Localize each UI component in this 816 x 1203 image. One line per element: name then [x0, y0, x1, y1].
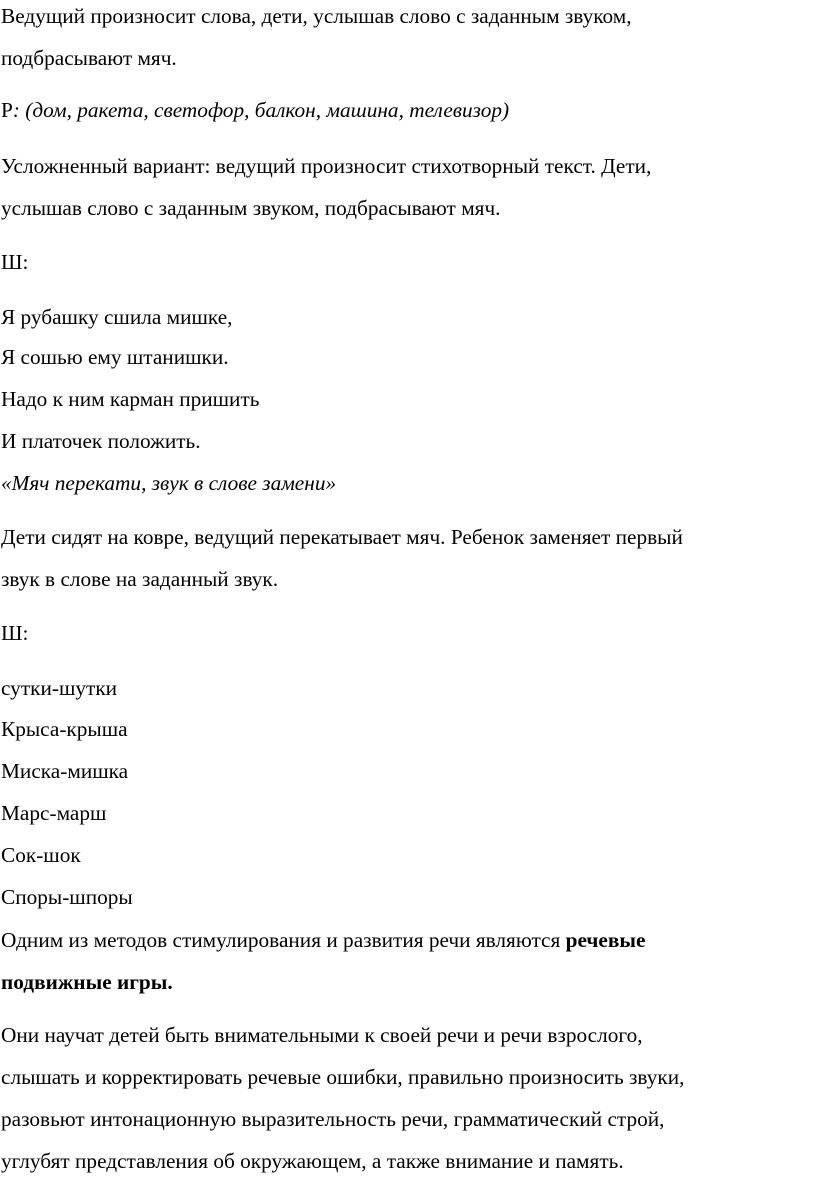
poem-line: И платочек положить.	[1, 429, 201, 453]
word-pair: Миска-мишка	[1, 759, 129, 783]
word-pair: Марс-марш	[1, 801, 107, 825]
sound-r-label: Р	[1, 98, 13, 122]
paragraph-methods-line-1	[1, 930, 645, 951]
methods-emphasis: речевые	[565, 928, 646, 952]
poem-line: Надо к ним карман пришить	[1, 387, 260, 411]
paragraph-intro-line-1: Ведущий произносит слова, дети, услышав слово с заданным звуком,	[1, 4, 632, 28]
word-pair: Споры-шпоры	[1, 885, 133, 909]
game-title: «Мяч перекати, звук в слове замени»	[1, 471, 337, 495]
methods-text: Одним из методов стимулирования и развития речи являются	[1, 928, 566, 952]
paragraph-methods-line-2: подвижные игры.	[1, 970, 173, 994]
paragraph-variant-line-1: Усложненный вариант: ведущий произносит стихотворный текст. Дети,	[1, 154, 652, 178]
poem-line: Я рубашку сшила мишке,	[1, 305, 233, 329]
word-pair: Крыса-крыша	[1, 717, 128, 741]
paragraph-benefits-line-4: углубят представления об окружающем, а также внимание и память.	[1, 1149, 624, 1173]
sound-r-words	[1, 100, 509, 121]
word-pair: Сок-шок	[1, 843, 81, 867]
paragraph-benefits-line-2: слышать и корректировать речевые ошибки, правильно произносить звуки,	[1, 1065, 685, 1089]
sound-sh-label: Ш:	[1, 621, 29, 645]
paragraph-game-line-1: Дети сидят на ковре, ведущий перекатывает мяч. Ребенок заменяет первый	[1, 525, 683, 549]
paragraph-intro-line-2: подбрасывают мяч.	[1, 46, 177, 70]
sound-sh-label: Ш:	[1, 250, 29, 274]
paragraph-benefits-line-3: разовьют интонационную выразительность речи, грамматический строй,	[1, 1107, 665, 1131]
paragraph-game-line-2: звук в слове на заданный звук.	[1, 567, 279, 591]
word-pair: сутки-шутки	[1, 676, 118, 700]
poem-line: Я сошью ему штанишки.	[1, 345, 229, 369]
paragraph-benefits-line-1: Они научат детей быть внимательными к своей речи и речи взрослого,	[1, 1023, 643, 1047]
sound-r-word-list: : (дом, ракета, светофор, балкон, машина, телевизор)	[12, 98, 510, 122]
paragraph-variant-line-2: услышав слово с заданным звуком, подбрасывают мяч.	[1, 196, 501, 220]
